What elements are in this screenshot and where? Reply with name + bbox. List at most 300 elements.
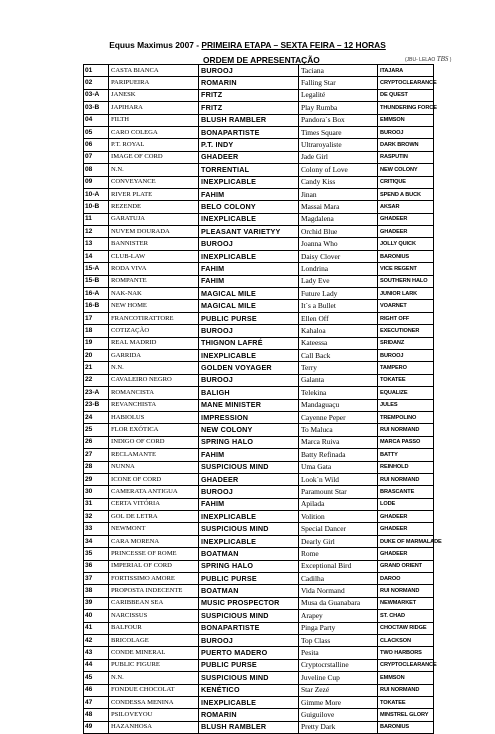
dam-name: Pandora`s Box: [299, 114, 378, 126]
dam-name: Play Rumba: [299, 102, 378, 114]
horse-name: NARCISSUS: [109, 610, 199, 622]
dam-sire-name: DE QUEST: [378, 89, 434, 101]
horse-name: P.T. ROYAL: [109, 139, 199, 151]
lot-number: 15-B: [84, 275, 109, 287]
lot-number: 10-A: [84, 188, 109, 200]
dam-sire-name: VICE REGENT: [378, 263, 434, 275]
horse-name: BANNISTER: [109, 238, 199, 250]
table-row: [84, 114, 434, 126]
sire-name: BUROOJ: [199, 65, 299, 77]
dam-name: Kateessa: [299, 337, 378, 349]
sire-name: INEXPLICABLE: [199, 511, 299, 523]
lot-number: 13: [84, 238, 109, 250]
lot-number: 43: [84, 647, 109, 659]
dam-name: Ellen Off: [299, 312, 378, 324]
lot-number: 47: [84, 696, 109, 708]
stamp-prefix: (JBU- LELAO: [405, 57, 436, 63]
table-row: [84, 337, 434, 349]
dam-sire-name: EMMSON: [378, 114, 434, 126]
horse-name: RECLAMANTE: [109, 449, 199, 461]
dam-name: Mandaguaçu: [299, 399, 378, 411]
dam-name: Colony of Love: [299, 164, 378, 176]
lot-number: 45: [84, 672, 109, 684]
horse-name: FILTH: [109, 114, 199, 126]
table-row: [84, 77, 434, 89]
dam-name: Batty Refinada: [299, 449, 378, 461]
horse-name: CARA MORENA: [109, 535, 199, 547]
sire-name: BUROOJ: [199, 486, 299, 498]
sire-name: BUROOJ: [199, 238, 299, 250]
dam-name: Look`n Wild: [299, 473, 378, 485]
sire-name: FRITZ: [199, 102, 299, 114]
lot-number: 30: [84, 486, 109, 498]
lot-number: 33: [84, 523, 109, 535]
horse-name: FLOR EXÓTICA: [109, 424, 199, 436]
lot-number: 31: [84, 498, 109, 510]
lot-number: 36: [84, 560, 109, 572]
dam-name: Joanna Who: [299, 238, 378, 250]
dam-sire-name: GRAND ORIENT: [378, 560, 434, 572]
dam-name: It`s a Bullet: [299, 300, 378, 312]
dam-sire-name: SOUTHERN HALO: [378, 275, 434, 287]
horse-name: NAK-NAK: [109, 288, 199, 300]
dam-sire-name: EXECUTIONER: [378, 325, 434, 337]
table-row: [84, 325, 434, 337]
table-row: [84, 411, 434, 423]
table-row: [84, 275, 434, 287]
dam-sire-name: REINHOLD: [378, 461, 434, 473]
dam-sire-name: CLACKSON: [378, 634, 434, 646]
table-row: [84, 647, 434, 659]
lot-number: 11: [84, 213, 109, 225]
sire-name: MUSIC PROSPECTOR: [199, 597, 299, 609]
dam-sire-name: GHADEER: [378, 213, 434, 225]
horse-name: CONVEYANCE: [109, 176, 199, 188]
horse-name: CERTA VITÓRIA: [109, 498, 199, 510]
sire-name: ROMARIN: [199, 709, 299, 721]
sire-name: BOATMAN: [199, 548, 299, 560]
sire-name: BLUSH RAMBLER: [199, 721, 299, 733]
dam-sire-name: CRITIQUE: [378, 176, 434, 188]
title-main: PRIMEIRA ETAPA – SEXTA FEIRA – 12 HORAS: [201, 40, 386, 50]
dam-name: Future Lady: [299, 288, 378, 300]
dam-sire-name: EMMSON: [378, 672, 434, 684]
sire-name: INEXPLICABLE: [199, 535, 299, 547]
table-row: [84, 263, 434, 275]
table-row: [84, 424, 434, 436]
dam-name: Telekina: [299, 387, 378, 399]
sire-name: PUBLIC PURSE: [199, 573, 299, 585]
dam-sire-name: RUI NORMAND: [378, 585, 434, 597]
sire-name: INEXPLICABLE: [199, 349, 299, 361]
horse-name: NEWMONT: [109, 523, 199, 535]
sire-name: BLUSH RAMBLER: [199, 114, 299, 126]
dam-name: Top Class: [299, 634, 378, 646]
title-prefix: Equus Maximus 2007 -: [109, 40, 200, 50]
dam-name: Cryptocrstalline: [299, 659, 378, 671]
lot-number: 14: [84, 250, 109, 262]
dam-sire-name: RUI NORMAND: [378, 684, 434, 696]
dam-sire-name: BATTY: [378, 449, 434, 461]
table-row: [84, 622, 434, 634]
page-title: [0, 40, 495, 50]
horse-name: CARIBBEAN SEA: [109, 597, 199, 609]
horse-name: HABIOLUS: [109, 411, 199, 423]
dam-sire-name: GHADEER: [378, 511, 434, 523]
dam-sire-name: BARONIUS: [378, 721, 434, 733]
lot-number: 23-A: [84, 387, 109, 399]
dam-sire-name: RUI NORMAND: [378, 424, 434, 436]
sire-name: PLEASANT VARIETYY: [199, 226, 299, 238]
horse-name: FRANCOTIRATTORE: [109, 312, 199, 324]
horse-name: FONDUE CHOCOLAT: [109, 684, 199, 696]
dam-name: Arapey: [299, 610, 378, 622]
horse-name: CARO COLEGA: [109, 126, 199, 138]
lot-number: 19: [84, 337, 109, 349]
table-row: [84, 362, 434, 374]
dam-name: Volition: [299, 511, 378, 523]
horse-name: HAZANHOSA: [109, 721, 199, 733]
dam-name: Cadilha: [299, 573, 378, 585]
sire-name: PUBLIC PURSE: [199, 659, 299, 671]
horse-name: RIVER PLATE: [109, 188, 199, 200]
sire-name: BELO COLONY: [199, 201, 299, 213]
lot-number: 12: [84, 226, 109, 238]
horse-name: N.N.: [109, 164, 199, 176]
lot-number: 21: [84, 362, 109, 374]
sire-name: BOATMAN: [199, 585, 299, 597]
sire-name: GHADEER: [199, 151, 299, 163]
horse-name: CASTA BIANCA: [109, 65, 199, 77]
sire-name: SUSPICIOUS MIND: [199, 610, 299, 622]
table-row: [84, 672, 434, 684]
table-row: [84, 65, 434, 77]
handwritten-stamp: [405, 55, 451, 63]
dam-name: Lady Eve: [299, 275, 378, 287]
sire-name: THIGNON LAFRÉ: [199, 337, 299, 349]
sire-name: BUROOJ: [199, 325, 299, 337]
horse-name: N.N.: [109, 672, 199, 684]
horse-name: JAPIHARA: [109, 102, 199, 114]
horse-name: ICONE OF CORD: [109, 473, 199, 485]
table-row: [84, 721, 434, 733]
lot-number: 02: [84, 77, 109, 89]
table-row: [84, 634, 434, 646]
table-row: [84, 374, 434, 386]
lot-number: 41: [84, 622, 109, 634]
dam-name: Musa da Guanabara: [299, 597, 378, 609]
dam-sire-name: NEWMARKET: [378, 597, 434, 609]
stamp-mark: TBS: [436, 55, 449, 63]
table-row: [84, 548, 434, 560]
lot-number: 27: [84, 449, 109, 461]
lot-number: 10-B: [84, 201, 109, 213]
lot-number: 07: [84, 151, 109, 163]
dam-sire-name: RUI NORMAND: [378, 473, 434, 485]
table-row: [84, 498, 434, 510]
lot-number: 48: [84, 709, 109, 721]
dam-sire-name: MINSTREL GLORY: [378, 709, 434, 721]
sire-name: IMPRESSION: [199, 411, 299, 423]
horse-name: CAMERATA ANTIGUA: [109, 486, 199, 498]
lot-number: 20: [84, 349, 109, 361]
sire-name: FAHIM: [199, 275, 299, 287]
sire-name: BONAPARTISTE: [199, 126, 299, 138]
lot-number: 32: [84, 511, 109, 523]
horse-name: NUVEM DOURADA: [109, 226, 199, 238]
dam-name: Pesita: [299, 647, 378, 659]
table-row: [84, 461, 434, 473]
sire-name: TORRENTIAL: [199, 164, 299, 176]
table-row: [84, 102, 434, 114]
horse-name: NUNNA: [109, 461, 199, 473]
dam-name: Jade Girl: [299, 151, 378, 163]
table-row: [84, 176, 434, 188]
horse-name: ROMPANTE: [109, 275, 199, 287]
dam-sire-name: CRYPTOCLEARANCE: [378, 659, 434, 671]
horse-name: CLUB-LAW: [109, 250, 199, 262]
sire-name: MAGICAL MILE: [199, 300, 299, 312]
dam-sire-name: AKSAR: [378, 201, 434, 213]
horse-name: PSILOVEYOU: [109, 709, 199, 721]
sire-name: GOLDEN VOYAGER: [199, 362, 299, 374]
table-row: [84, 449, 434, 461]
dam-sire-name: VOARNET: [378, 300, 434, 312]
table-row: [84, 300, 434, 312]
dam-name: Juveline Cup: [299, 672, 378, 684]
table-row: [84, 213, 434, 225]
horse-name: FORTISSIMO AMORE: [109, 573, 199, 585]
horse-name: COTIZAÇÃO: [109, 325, 199, 337]
dam-name: Vida Normand: [299, 585, 378, 597]
dam-sire-name: GHADEER: [378, 548, 434, 560]
dam-name: Uma Gata: [299, 461, 378, 473]
lot-number: 46: [84, 684, 109, 696]
horse-name: INDIGO OF CORD: [109, 436, 199, 448]
sire-name: FAHIM: [199, 498, 299, 510]
sire-name: INEXPLICABLE: [199, 696, 299, 708]
page-subtitle: ORDEM DE APRESENTAÇÃO: [203, 55, 320, 65]
table-row: [84, 387, 434, 399]
lot-number: 44: [84, 659, 109, 671]
dam-name: Guiguilove: [299, 709, 378, 721]
sire-name: SUSPICIOUS MIND: [199, 461, 299, 473]
lot-number: 06: [84, 139, 109, 151]
dam-sire-name: NEW COLONY: [378, 164, 434, 176]
sire-name: KENÉTICO: [199, 684, 299, 696]
lot-number: 29: [84, 473, 109, 485]
lot-number: 34: [84, 535, 109, 547]
dam-name: Paramount Star: [299, 486, 378, 498]
table-body: [84, 65, 442, 734]
table-row: [84, 288, 434, 300]
lot-number: 40: [84, 610, 109, 622]
table-row: [84, 126, 434, 138]
dam-name: Star Zezé: [299, 684, 378, 696]
dam-name: Cayenne Peper: [299, 411, 378, 423]
horse-name: NEW HOME: [109, 300, 199, 312]
lot-number: 23-B: [84, 399, 109, 411]
lot-number: 03-B: [84, 102, 109, 114]
dam-name: Massai Mara: [299, 201, 378, 213]
dam-sire-name: RASPUTIN: [378, 151, 434, 163]
horse-name: PRINCESSE OF ROME: [109, 548, 199, 560]
dam-sire-name: TREMPOLINO: [378, 411, 434, 423]
dam-name: Times Square: [299, 126, 378, 138]
lot-number: 16-B: [84, 300, 109, 312]
sire-name: INEXPLICABLE: [199, 250, 299, 262]
table-row: [84, 201, 434, 213]
sire-name: PUERTO MADERO: [199, 647, 299, 659]
dam-sire-name: DUKE OF MARMALADE: [378, 535, 434, 547]
dam-sire-name: BUROOJ: [378, 349, 434, 361]
dam-name: To Maluca: [299, 424, 378, 436]
dam-sire-name: ITAJARA: [378, 65, 434, 77]
dam-name: Dearly Girl: [299, 535, 378, 547]
table-row: [84, 585, 434, 597]
dam-name: Kahaloa: [299, 325, 378, 337]
dam-name: Rome: [299, 548, 378, 560]
sire-name: GHADEER: [199, 473, 299, 485]
dam-name: Apilada: [299, 498, 378, 510]
lot-number: 49: [84, 721, 109, 733]
horse-name: PUBLIC FIGURE: [109, 659, 199, 671]
dam-name: Marca Ruiva: [299, 436, 378, 448]
dam-name: Special Dancer: [299, 523, 378, 535]
lot-number: 17: [84, 312, 109, 324]
dam-name: Gimme More: [299, 696, 378, 708]
dam-sire-name: DARK BROWN: [378, 139, 434, 151]
sire-name: NEW COLONY: [199, 424, 299, 436]
dam-sire-name: DAROO: [378, 573, 434, 585]
lot-number: 03-A: [84, 89, 109, 101]
dam-sire-name: BRASCANTE: [378, 486, 434, 498]
dam-name: Falling Star: [299, 77, 378, 89]
lot-number: 26: [84, 436, 109, 448]
horse-name: CONDESSA MENINA: [109, 696, 199, 708]
table-row: [84, 511, 434, 523]
sire-name: PUBLIC PURSE: [199, 312, 299, 324]
lot-number: 24: [84, 411, 109, 423]
table-row: [84, 226, 434, 238]
horse-name: REVANCHISTA: [109, 399, 199, 411]
sire-name: SPRING HALO: [199, 560, 299, 572]
sire-name: BONAPARTISTE: [199, 622, 299, 634]
sire-name: BUROOJ: [199, 634, 299, 646]
dam-sire-name: SPEND A BUCK: [378, 188, 434, 200]
table-row: [84, 164, 434, 176]
sire-name: SUSPICIOUS MIND: [199, 672, 299, 684]
dam-sire-name: JULES: [378, 399, 434, 411]
table-row: [84, 238, 434, 250]
table-row: [84, 709, 434, 721]
lot-number: 28: [84, 461, 109, 473]
dam-sire-name: MARCA PASSO: [378, 436, 434, 448]
horse-name: RODA VIVA: [109, 263, 199, 275]
table-row: [84, 139, 434, 151]
sire-name: FRITZ: [199, 89, 299, 101]
horse-name: IMPERIAL OF CORD: [109, 560, 199, 572]
sire-name: SPRING HALO: [199, 436, 299, 448]
lot-number: 01: [84, 65, 109, 77]
lot-number: 08: [84, 164, 109, 176]
sire-name: MAGICAL MILE: [199, 288, 299, 300]
table-row: [84, 436, 434, 448]
dam-sire-name: GHADEER: [378, 523, 434, 535]
dam-name: Taciana: [299, 65, 378, 77]
lot-number: 16-A: [84, 288, 109, 300]
sire-name: MANE MINISTER: [199, 399, 299, 411]
horse-name: GARATUJA: [109, 213, 199, 225]
sire-name: BALIGH: [199, 387, 299, 399]
table-row: [84, 151, 434, 163]
dam-name: Jinan: [299, 188, 378, 200]
table-row: [84, 349, 434, 361]
lot-number: 39: [84, 597, 109, 609]
table-row: [84, 573, 434, 585]
dam-name: Galanta: [299, 374, 378, 386]
horse-name: PARIPUEIRA: [109, 77, 199, 89]
table-row: [84, 659, 434, 671]
sire-name: INEXPLICABLE: [199, 176, 299, 188]
lot-number: 37: [84, 573, 109, 585]
lot-number: 35: [84, 548, 109, 560]
dam-sire-name: BUROOJ: [378, 126, 434, 138]
table-row: [84, 399, 434, 411]
dam-name: Ultraroyaliste: [299, 139, 378, 151]
horse-name: N.N.: [109, 362, 199, 374]
horse-name: IMAGE OF CORD: [109, 151, 199, 163]
dam-name: Pretty Dark: [299, 721, 378, 733]
dam-name: Londrina: [299, 263, 378, 275]
dam-sire-name: THUNDERING FORCE: [378, 102, 434, 114]
lot-number: 05: [84, 126, 109, 138]
horse-name: GARRIDA: [109, 349, 199, 361]
table-row: [84, 597, 434, 609]
dam-sire-name: CRYPTOCLEARANCE: [378, 77, 434, 89]
lot-number: 04: [84, 114, 109, 126]
horse-name: GOL DE LETRA: [109, 511, 199, 523]
dam-sire-name: BARONIUS: [378, 250, 434, 262]
dam-sire-name: RIGHT OFF: [378, 312, 434, 324]
dam-name: Exceptional Bird: [299, 560, 378, 572]
lot-number: 25: [84, 424, 109, 436]
dam-name: Daisy Clover: [299, 250, 378, 262]
horse-name: ROMANCISTA: [109, 387, 199, 399]
table-row: [84, 610, 434, 622]
sire-name: FAHIM: [199, 263, 299, 275]
presentation-order-table: [83, 64, 442, 734]
stamp-suffix: ): [449, 57, 452, 63]
horse-name: REZENDE: [109, 201, 199, 213]
dam-sire-name: EQUALIZE: [378, 387, 434, 399]
dam-name: Candy Kiss: [299, 176, 378, 188]
sire-name: ROMARIN: [199, 77, 299, 89]
sire-name: SUSPICIOUS MIND: [199, 523, 299, 535]
sire-name: P.T. INDY: [199, 139, 299, 151]
dam-sire-name: TOKATEE: [378, 374, 434, 386]
table-row: [84, 560, 434, 572]
table-row: [84, 188, 434, 200]
sire-name: FAHIM: [199, 188, 299, 200]
dam-name: Legalité: [299, 89, 378, 101]
table-row: [84, 696, 434, 708]
sire-name: BUROOJ: [199, 374, 299, 386]
dam-name: Orchid Blue: [299, 226, 378, 238]
dam-sire-name: JUNIOR LARK: [378, 288, 434, 300]
horse-name: CONDE MINERAL: [109, 647, 199, 659]
lot-number: 15-A: [84, 263, 109, 275]
